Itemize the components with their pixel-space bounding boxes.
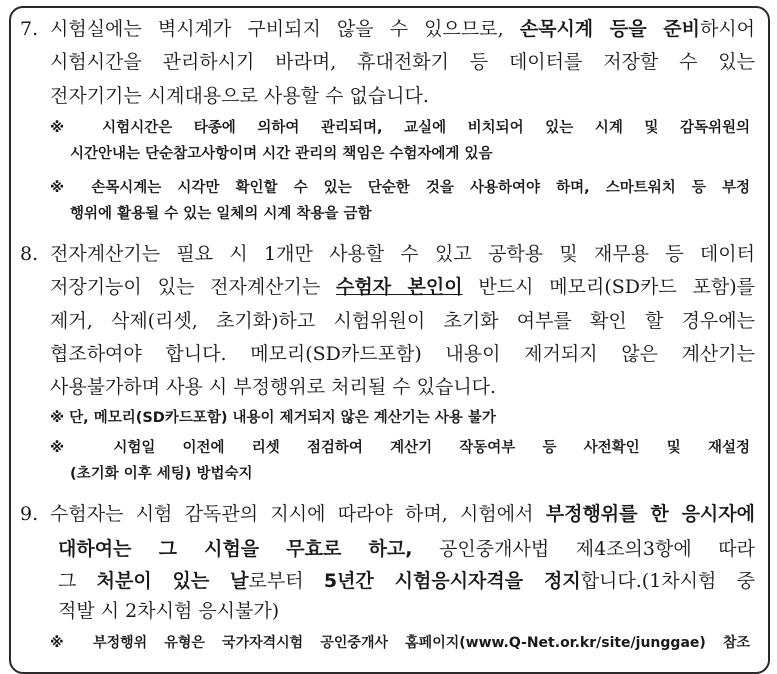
emphasis-text: 부정행위를 한 응시자에 <box>545 503 755 525</box>
text: 하시어 <box>699 18 756 40</box>
emphasis-text: 5년간 시험응시자격을 정지 <box>323 570 581 592</box>
item-9-line-3 <box>58 569 755 593</box>
item-number: 7. <box>20 18 39 40</box>
item-7-line-3: 전자기기는 시계대용으로 사용할 수 없습니다. <box>50 85 429 107</box>
item-number: 9. <box>20 503 39 525</box>
item-8-line-1: 전자계산기는 필요 시 1개만 사용할 수 있고 공학용 및 재무용 등 데이터 <box>50 243 755 265</box>
item-7-note-1-line-1: ※ 시험시간은 타종에 의하여 관리되며, 교실에 비치되어 있는 시계 및 감독위원의 <box>50 120 750 136</box>
emphasis-text: 처분이 있는 날 <box>96 570 249 592</box>
text: 수험자는 시험 감독관의 지시에 따라야 하며, 시험에서 <box>50 503 546 525</box>
text: 합니다.(1차시험 중 <box>580 570 755 592</box>
item-9-line-2 <box>58 537 755 561</box>
item-7-note-2-line-2: 행위에 활용될 수 있는 일체의 시계 착용을 금함 <box>70 206 372 222</box>
item-7-note-2-line-1: ※ 손목시계는 시각만 확인할 수 있는 단순한 것을 사용하여야 하며, 스마트워치 등 부정 <box>50 180 750 196</box>
item-8-line-2 <box>50 275 755 299</box>
text: 저장기능이 있는 전자계산기는 <box>50 276 337 298</box>
item-8-line-4: 협조하여야 합니다. 메모리(SD카드포함) 내용이 제거되지 않은 계산기는 <box>50 343 755 365</box>
emphasis-text: 대하여는 그 시험을 무효로 하고, <box>58 538 413 560</box>
text: 로부터 <box>248 570 324 592</box>
item-9-note: ※ 부정행위 유형은 국가자격시험 공인중개사 홈페이지(www.Q-Net.or.kr/site/junggae) 참조 <box>50 635 750 651</box>
item-8-line-5: 사용불가하며 사용 시 부정행위로 처리될 수 있습니다. <box>50 376 497 398</box>
emphasis-text: 수험자 본인이 <box>336 276 463 298</box>
item-8-note-2-line-1: ※ 시험일 이전에 리셋 점검하여 계산기 작동여부 등 사전확인 및 재설정 <box>50 440 750 456</box>
item-7-line-1 <box>50 17 755 41</box>
text: 그 <box>58 570 97 592</box>
text: 공인중개사법 제4조의3항에 따라 <box>412 538 756 560</box>
item-8-note-2-line-2: (초기화 이후 세팅) 방법숙지 <box>70 466 253 482</box>
item-9-line-4: 적발 시 2차시험 응시불가) <box>58 600 280 622</box>
item-7-note-1-line-2: 시간안내는 단순참고사항이며 시간 관리의 책임은 수험자에게 있음 <box>70 146 493 162</box>
item-8-note-1: ※ 단, 메모리(SD카드포함) 내용이 제거되지 않은 계산기는 사용 불가 <box>50 410 496 426</box>
item-number: 8. <box>20 243 39 265</box>
text: 반드시 메모리(SD카드 포함)를 <box>462 276 755 298</box>
item-7-line-2: 시험시간을 관리하시기 바라며, 휴대전화기 등 데이터를 저장할 수 있는 <box>50 51 755 73</box>
item-9-line-1 <box>50 502 755 526</box>
text: 시험실에는 벽시계가 구비되지 않을 수 있으므로, <box>50 18 520 40</box>
emphasis-text: 손목시계 등을 준비 <box>519 18 700 40</box>
item-8-line-3: 제거, 삭제(리셋, 초기화)하고 시험위원이 초기화 여부를 확인 할 경우에는 <box>50 310 755 332</box>
